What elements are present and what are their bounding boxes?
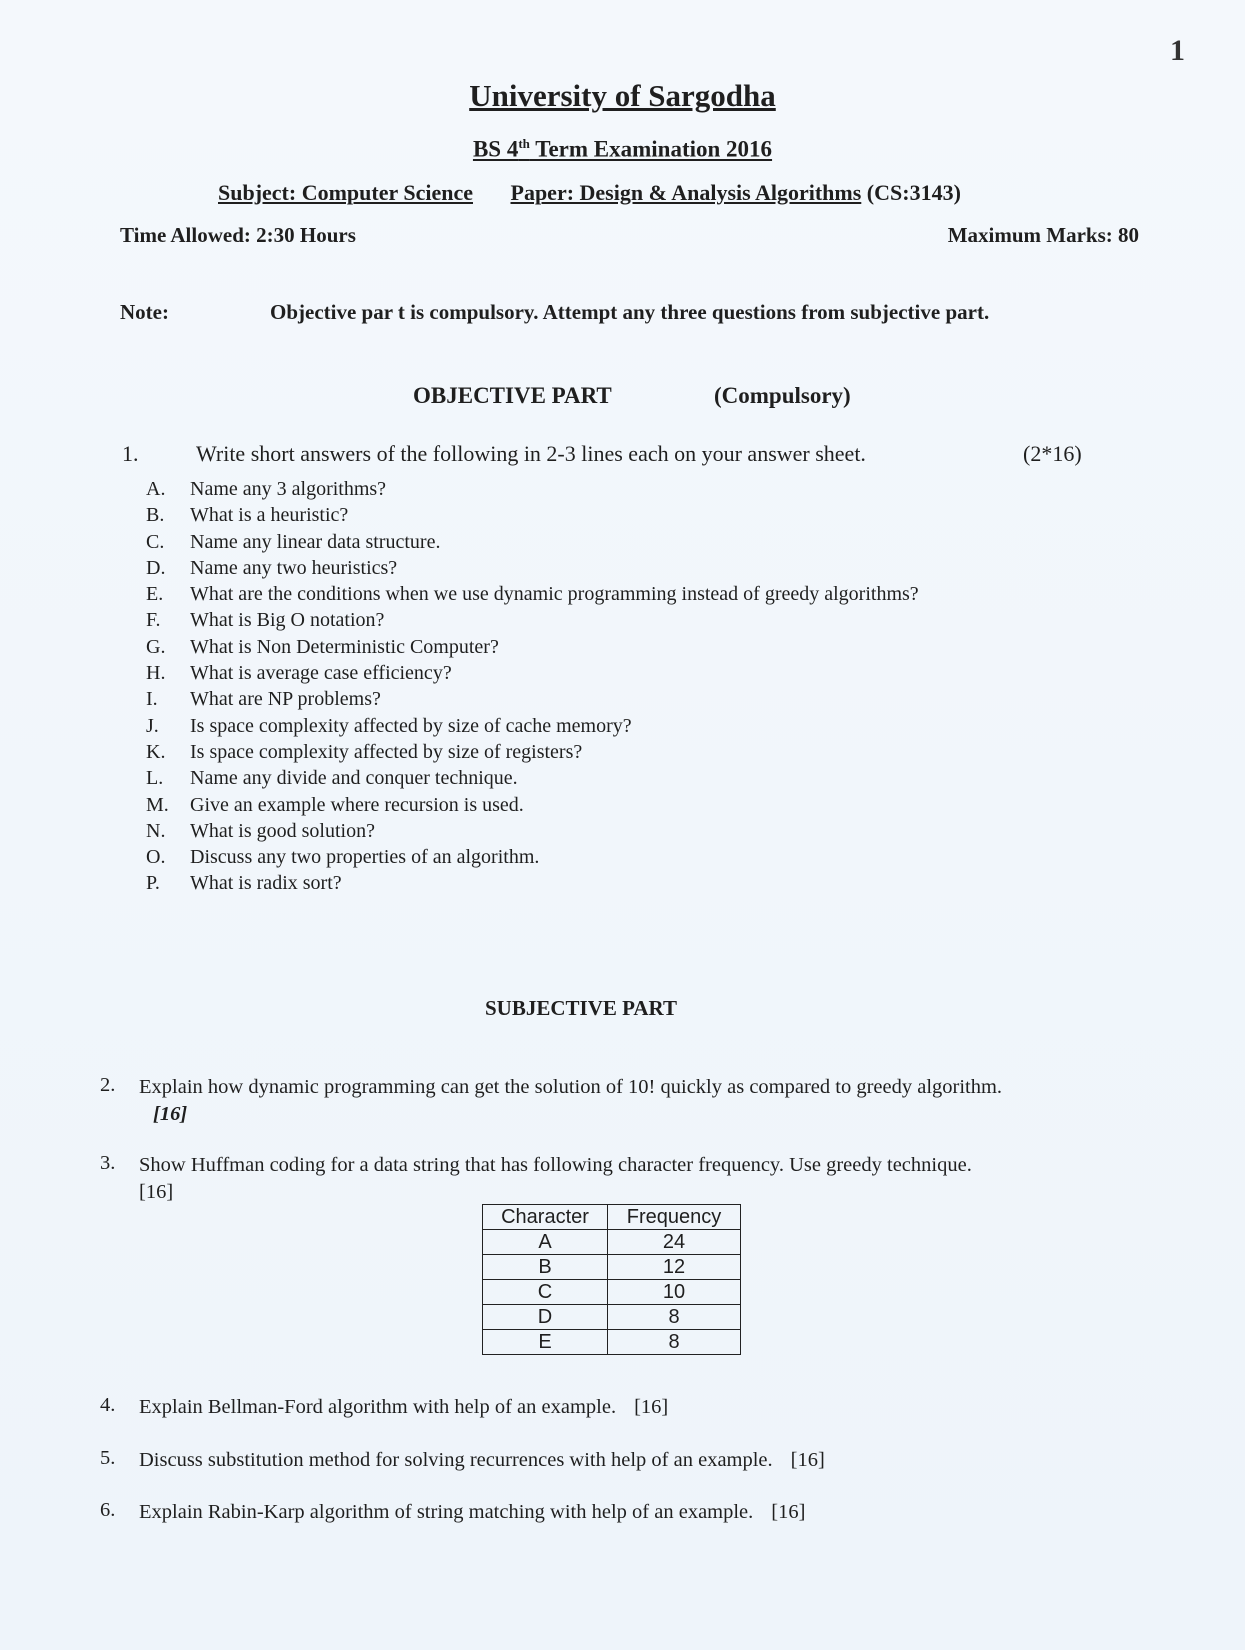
table-header-frequency: Frequency (608, 1205, 741, 1230)
item-text: What is average case efficiency? (190, 662, 452, 685)
table-cell: E (483, 1330, 608, 1355)
paper-code: (CS:3143) (866, 180, 961, 205)
exam-superscript: th (518, 136, 530, 151)
item-letter: E. (146, 583, 164, 606)
item-text: Give an example where recursion is used. (190, 793, 524, 816)
list-item (140, 713, 919, 739)
question-1-number: 1. (122, 441, 139, 466)
item-text: What are the conditions when we use dynamic programming instead of greedy algorithms? (190, 583, 919, 606)
list-item (140, 818, 919, 844)
item-text: What are NP problems? (190, 688, 381, 711)
question-4-text (139, 1394, 1099, 1421)
question-2-marks: [16] (153, 1103, 188, 1125)
list-item (140, 870, 919, 896)
objective-item-list (140, 476, 919, 897)
list-item (140, 844, 919, 870)
table-cell: 8 (608, 1330, 741, 1355)
question-5-body: Discuss substitution method for solving recurrences with help of an example. (139, 1449, 773, 1471)
list-item (140, 660, 919, 686)
list-item (140, 686, 919, 712)
question-1-text: Write short answers of the following in 2-3 lines each on your answer sheet. (196, 441, 866, 466)
question-3-number: 3. (100, 1152, 116, 1174)
table-header-character: Character (483, 1205, 608, 1230)
question-4-body: Explain Bellman-Ford algorithm with help of an example. (139, 1396, 617, 1418)
item-letter: C. (146, 530, 165, 553)
list-item (140, 607, 919, 633)
question-6-number: 6. (100, 1499, 116, 1521)
table-cell: 12 (608, 1255, 741, 1280)
objective-heading: OBJECTIVE PART (413, 383, 612, 408)
objective-subheading: (Compulsory) (714, 383, 851, 408)
item-text: What is good solution? (190, 819, 375, 842)
item-text: Is space complexity affected by size of cache memory? (190, 714, 632, 737)
question-2-body: Explain how dynamic programming can get the solution of 10! quickly as compared to greedy algorithm. (139, 1076, 1003, 1098)
table-row (483, 1330, 741, 1355)
table-cell: A (483, 1230, 608, 1255)
note-label: Note: (120, 300, 169, 324)
item-letter: B. (146, 504, 165, 527)
exam-prefix: BS 4 (472, 136, 519, 162)
list-item (140, 765, 919, 791)
maximum-marks: Maximum Marks: 80 (947, 223, 1139, 247)
item-text: Name any linear data structure. (190, 530, 441, 553)
item-text: What is Big O notation? (190, 609, 385, 632)
item-text: Name any two heuristics? (190, 556, 398, 579)
question-3-marks: [16] (139, 1181, 174, 1203)
question-4-marks: [16] (634, 1396, 669, 1418)
note-text: Objective par t is compulsory. Attempt any three questions from subjective part. (270, 300, 990, 324)
item-text: What is a heuristic? (190, 504, 349, 527)
item-letter: K. (146, 740, 166, 763)
item-letter: J. (146, 714, 159, 737)
item-letter: O. (146, 846, 166, 869)
item-letter: G. (146, 635, 166, 658)
university-title: University of Sargodha (469, 78, 776, 113)
item-letter: I. (146, 688, 158, 711)
table-cell: C (483, 1280, 608, 1305)
item-text: Is space complexity affected by size of registers? (190, 740, 583, 763)
item-letter: L. (146, 767, 164, 790)
table-cell: B (483, 1255, 608, 1280)
subjective-heading: SUBJECTIVE PART (485, 996, 677, 1020)
list-item (140, 581, 919, 607)
item-text: What is radix sort? (190, 872, 342, 895)
list-item (140, 792, 919, 818)
table-row (483, 1280, 741, 1305)
item-letter: A. (146, 478, 166, 500)
item-text: Name any 3 algorithms? (190, 478, 387, 500)
item-letter: F. (146, 609, 161, 632)
time-allowed: Time Allowed: 2:30 Hours (120, 223, 356, 247)
question-4-number: 4. (100, 1394, 116, 1416)
exam-suffix: Term Examination 2016 (529, 136, 773, 162)
item-text: Discuss any two properties of an algorithm. (190, 846, 540, 869)
list-item (140, 476, 919, 502)
question-6-marks: [16] (771, 1501, 806, 1523)
subject-label: Subject: Computer Science (218, 180, 473, 205)
table-row (483, 1230, 741, 1255)
table-cell: 10 (608, 1280, 741, 1305)
item-letter: M. (146, 793, 169, 816)
question-3-text (139, 1152, 1099, 1206)
list-item (140, 634, 919, 660)
table-cell: 8 (608, 1305, 741, 1330)
item-text: Name any divide and conquer technique. (190, 767, 518, 790)
question-2-text (139, 1074, 1039, 1128)
table-row (483, 1305, 741, 1330)
item-letter: N. (146, 819, 166, 842)
question-5-marks: [16] (790, 1449, 825, 1471)
list-item (140, 529, 919, 555)
frequency-table (482, 1204, 741, 1355)
item-letter: P. (146, 872, 160, 895)
question-3-body: Show Huffman coding for a data string that has following character frequency. Use greedy technique. (139, 1154, 972, 1176)
table-header-row (483, 1205, 741, 1230)
list-item (140, 739, 919, 765)
list-item (140, 502, 919, 528)
question-6-body: Explain Rabin-Karp algorithm of string matching with help of an example. (139, 1501, 754, 1523)
paper-label: Paper: Design & Analysis Algorithms (510, 180, 862, 205)
table-cell: D (483, 1305, 608, 1330)
table-cell: 24 (608, 1230, 741, 1255)
item-letter: D. (146, 556, 166, 579)
list-item (140, 555, 919, 581)
table-row (483, 1255, 741, 1280)
exam-title (0, 136, 1245, 163)
question-5-number: 5. (100, 1447, 116, 1469)
page-corner-mark: 1 (1170, 34, 1185, 67)
subject-line (218, 180, 961, 206)
item-text: What is Non Deterministic Computer? (190, 635, 499, 658)
question-2-number: 2. (100, 1074, 116, 1096)
item-letter: H. (146, 662, 166, 685)
question-5-text (139, 1447, 1099, 1474)
question-1-marks: (2*16) (1023, 441, 1082, 466)
question-6-text (139, 1499, 1099, 1526)
